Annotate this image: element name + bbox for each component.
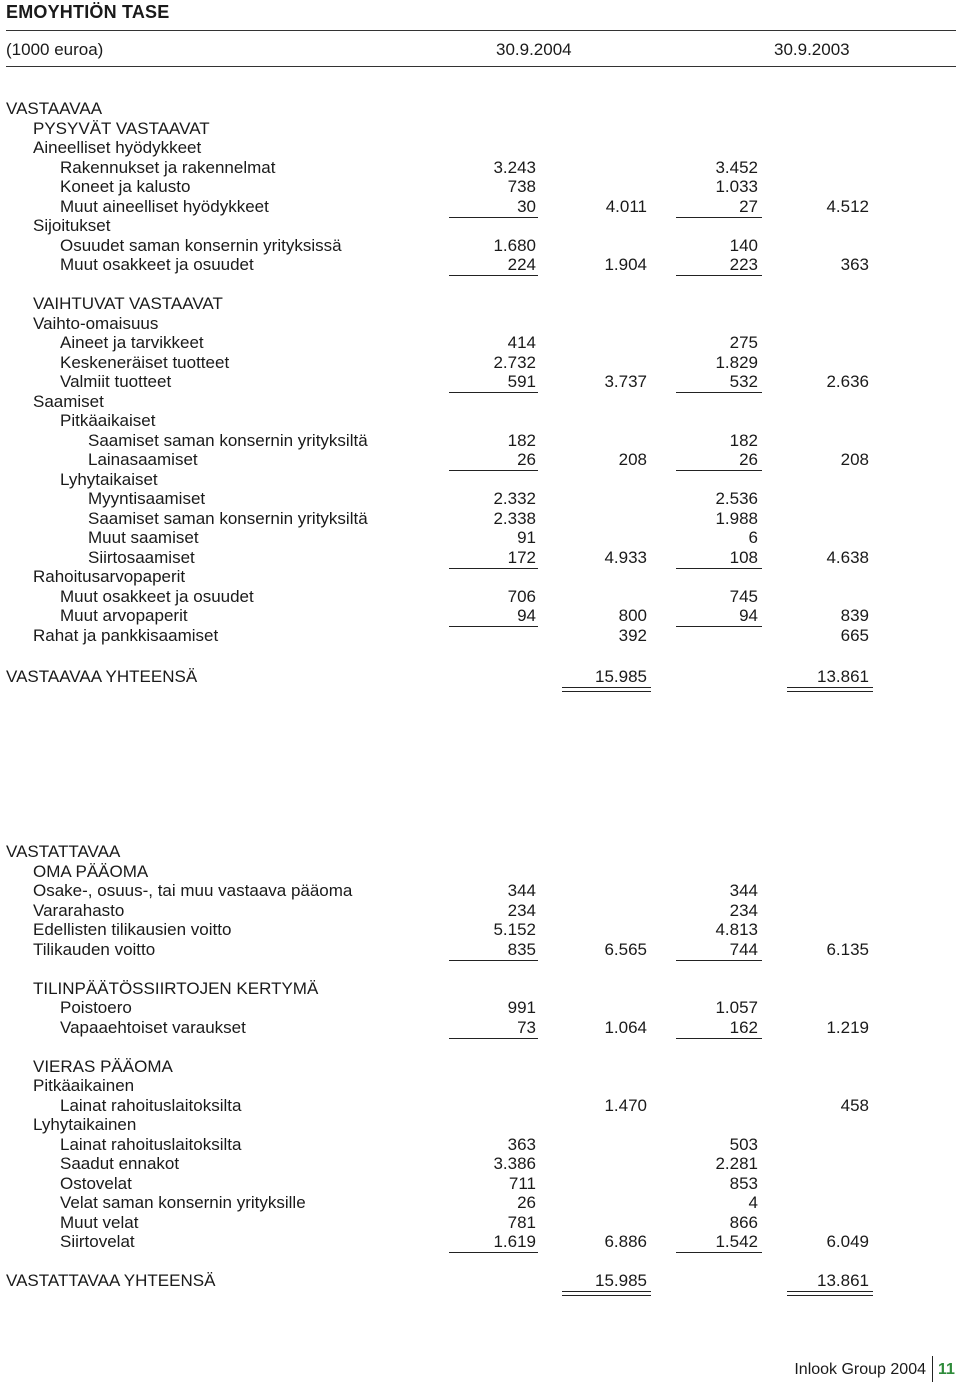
value-c3: 223 [729,255,758,274]
row-label: Velat saman konsernin yrityksille [60,1193,306,1212]
value-c1: 591 [507,372,536,391]
table-row [0,489,960,509]
value-c1: 781 [507,1212,536,1232]
value-c3: 162 [729,1017,758,1037]
value-c1: 363 [507,1134,536,1154]
row-label: Rahoitusarvopaperit [33,567,186,586]
row-label: VASTATTAVAA [6,842,121,861]
table-row [0,1115,960,1135]
table-row [0,333,960,353]
table-row [0,177,960,197]
value-c1: 711 [508,1173,536,1193]
unit-label: (1000 euroa) [6,40,104,59]
row-label: Aineet ja tarvikkeet [60,333,204,352]
row-label: Osake-, osuus-, tai muu vastaava pääoma [33,881,353,900]
value-c3: 275 [729,333,758,352]
value-c4: 6.135 [826,939,869,959]
table-row [0,431,960,451]
table-row [0,236,960,256]
table-row [0,372,960,392]
table-row [0,626,960,646]
value-c2: 3.737 [604,372,647,391]
table-row [0,567,960,587]
value-c4: 363 [840,255,869,274]
table-row [0,606,960,626]
table-row [0,1174,960,1194]
value-c3: 1.033 [715,177,758,196]
row-label: Lyhytaikaiset [60,469,158,489]
table-row [0,548,960,568]
spacer-row [0,1037,960,1057]
row-label: Pitkäaikainen [33,1076,135,1095]
row-label: VASTATTAVAA YHTEENSÄ [6,1271,216,1290]
spacer-row [0,275,960,295]
value-c2: 1.904 [604,255,647,274]
spacer-row [0,1252,960,1272]
value-c4: 13.861 [817,1271,869,1290]
row-label: VIERAS PÄÄOMA [33,1056,173,1076]
value-c4: 1.219 [826,1017,869,1037]
row-label: Rakennukset ja rakennelmat [60,157,276,177]
value-c1: 738 [507,177,536,196]
row-label: Siirtosaamiset [88,547,195,567]
row-label: Saadut ennakot [60,1154,180,1173]
value-c3: 853 [729,1173,758,1193]
value-c3: 27 [739,196,758,216]
table-row [0,119,960,139]
row-label: Muut osakkeet ja osuudet [60,255,254,274]
value-c3: 3.452 [715,157,758,177]
value-c1: 94 [517,606,536,625]
row-label: Edellisten tilikausien voitto [33,920,232,939]
table-row [0,509,960,529]
row-label: Lainasaamiset [88,450,198,469]
spacer-row [0,645,960,665]
row-label: Tilikauden voitto [33,939,156,959]
row-label: Vararahasto [33,900,125,920]
value-c1: 2.338 [493,508,536,528]
value-c4: 13.861 [817,667,869,686]
value-c1: 2.732 [493,352,536,372]
table-row [0,158,960,178]
value-c3: 532 [729,372,758,391]
table-row [0,392,960,412]
table-row [0,1154,960,1174]
value-c1: 1.619 [493,1232,536,1251]
value-c1: 30 [517,196,536,216]
table-row [0,197,960,217]
row-label: Myyntisaamiset [88,489,206,508]
row-label: Pitkäaikaiset [60,411,156,430]
value-c3: 744 [729,939,758,959]
value-c3: 1.829 [715,352,758,372]
table-row [0,587,960,607]
value-c2: 392 [618,625,647,645]
table-row [0,1076,960,1096]
header-bottom-rule [6,66,956,67]
value-c1: 835 [507,939,536,959]
row-label: Valmiit tuotteet [60,372,172,391]
value-c3: 866 [729,1212,758,1232]
value-c1: 1.680 [493,235,536,255]
value-c4: 4.512 [826,196,869,216]
double-underline [562,1291,651,1296]
year-2004-header: 30.9.2004 [496,40,572,59]
row-label: Muut velat [60,1212,139,1232]
table-row [0,998,960,1018]
row-label: Saamiset saman konsernin yrityksiltä [88,430,368,450]
footer-separator [932,1356,933,1382]
row-label: Muut osakkeet ja osuudet [60,586,254,606]
table-row [0,881,960,901]
value-c2: 4.011 [605,196,647,216]
row-label: Lyhytaikainen [33,1115,137,1134]
value-c3: 1.057 [715,998,758,1017]
value-c1: 224 [507,255,536,274]
row-label: Rahat ja pankkisaamiset [33,625,219,645]
value-c4: 665 [840,625,869,645]
value-c1: 3.386 [493,1154,536,1173]
value-c3: 94 [739,606,758,625]
value-c4: 458 [840,1095,869,1115]
value-c2: 208 [618,450,647,469]
table-row [0,255,960,275]
value-c4: 4.638 [826,547,869,567]
table-row [0,99,960,119]
value-c3: 140 [729,235,758,255]
value-c1: 91 [517,528,536,547]
value-c1: 344 [507,881,536,900]
table-row [0,353,960,373]
table-row [0,667,960,687]
value-c2: 800 [618,606,647,625]
value-c4: 2.636 [826,372,869,391]
row-label: Muut arvopaperit [60,606,188,625]
row-label: Saamiset [33,391,104,411]
table-row [0,1213,960,1233]
table-row [0,862,960,882]
value-c2: 15.985 [595,1271,647,1290]
table-row [0,528,960,548]
value-c2: 15.985 [595,667,647,686]
value-c1: 73 [517,1017,536,1037]
value-c1: 991 [507,998,536,1017]
footer-company: Inlook Group 2004 [794,1361,926,1378]
value-c3: 4.813 [715,920,758,939]
page-title: EMOYHTIÖN TASE [6,2,170,22]
row-label: VASTAAVAA [6,99,103,118]
table-row [0,940,960,960]
value-c1: 414 [507,333,536,352]
table-row [0,138,960,158]
value-c1: 3.243 [493,157,536,177]
row-label: Sijoitukset [33,216,111,235]
table-row [0,1135,960,1155]
table-row [0,920,960,940]
value-c3: 2.281 [715,1154,758,1173]
value-c1: 26 [517,1193,536,1212]
table-row [0,1271,960,1291]
value-c1: 182 [507,430,536,450]
table-row [0,314,960,334]
value-c1: 5.152 [493,920,536,939]
row-label: VAIHTUVAT VASTAAVAT [33,294,223,313]
row-label: Vaihto-omaisuus [33,313,159,333]
table-row [0,1057,960,1077]
double-underline [787,1291,873,1296]
value-c2: 4.933 [604,547,647,567]
table-row [0,1193,960,1213]
table-row [0,216,960,236]
value-c2: 6.565 [604,939,647,959]
table-row [0,842,960,862]
double-underline [787,687,873,692]
row-label: VASTAAVAA YHTEENSÄ [6,667,198,686]
table-row [0,1232,960,1252]
row-label: Ostovelat [60,1173,132,1193]
value-c3: 26 [739,450,758,469]
table-row [0,294,960,314]
value-c3: 503 [729,1134,758,1154]
value-c4: 839 [840,606,869,625]
row-label: Vapaaehtoiset varaukset [60,1017,246,1037]
table-row [0,1018,960,1038]
row-label: Keskeneräiset tuotteet [60,352,230,372]
value-c2: 1.470 [604,1095,647,1115]
row-label: Poistoero [60,998,132,1017]
double-underline [562,687,651,692]
value-c3: 108 [729,547,758,567]
table-row [0,901,960,921]
value-c1: 234 [507,900,536,920]
row-label: Siirtovelat [60,1232,135,1251]
value-c1: 26 [517,450,536,469]
row-label: TILINPÄÄTÖSSIIRTOJEN KERTYMÄ [33,978,319,998]
value-c4: 208 [840,450,869,469]
value-c3: 234 [729,900,758,920]
value-c2: 1.064 [604,1017,647,1037]
row-label: Saamiset saman konsernin yrityksiltä [88,508,368,528]
value-c3: 182 [729,430,758,450]
value-c3: 2.536 [715,489,758,508]
value-c3: 344 [729,881,758,900]
value-c1: 2.332 [493,489,536,508]
row-label: Koneet ja kalusto [60,177,191,196]
value-c3: 4 [748,1193,758,1212]
value-c3: 745 [729,586,758,606]
page-number: 11 [938,1361,955,1378]
table-row [0,1096,960,1116]
spacer-row [0,959,960,979]
row-label: OMA PÄÄOMA [33,861,149,881]
table-row [0,411,960,431]
table-row [0,450,960,470]
year-2003-header: 30.9.2003 [774,40,850,59]
row-label: Muut saamiset [88,528,199,547]
row-label: Osuudet saman konsernin yrityksissä [60,235,342,255]
row-label: Lainat rahoituslaitoksilta [60,1134,242,1154]
value-c3: 1.542 [715,1232,758,1251]
row-label: PYSYVÄT VASTAAVAT [33,118,210,138]
value-c2: 6.886 [604,1232,647,1251]
value-c3: 6 [748,528,758,547]
value-c1: 706 [507,586,536,606]
table-row [0,470,960,490]
row-label: Aineelliset hyödykkeet [33,138,202,157]
row-label: Muut aineelliset hyödykkeet [60,196,269,216]
value-c1: 172 [507,547,536,567]
value-c3: 1.988 [715,508,758,528]
value-c4: 6.049 [826,1232,869,1251]
table-row [0,979,960,999]
row-label: Lainat rahoituslaitoksilta [60,1095,242,1115]
header-top-rule [6,30,956,31]
